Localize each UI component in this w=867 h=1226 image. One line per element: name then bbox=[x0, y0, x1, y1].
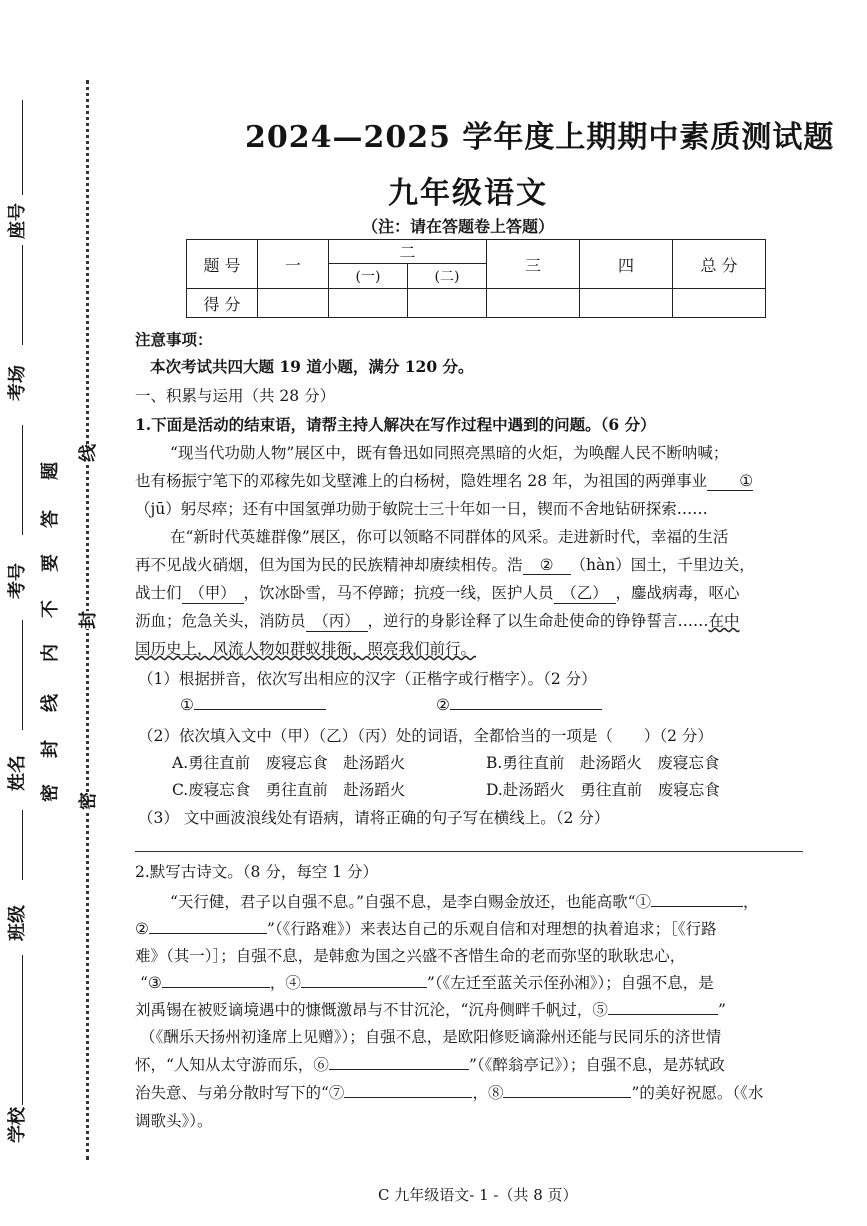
q2-text: ”（《行路难》）来表达自己的乐观自信和对理想的执着追求；［《行路 bbox=[266, 920, 717, 938]
q2-text: ，⑧ bbox=[472, 1084, 504, 1102]
blank-bing[interactable] bbox=[306, 609, 368, 632]
blank-2-label: ② bbox=[539, 556, 554, 574]
answer-2-blank[interactable] bbox=[450, 709, 602, 710]
score-sub-2: (二) bbox=[408, 264, 487, 289]
poem-blank-1[interactable] bbox=[651, 906, 743, 907]
q2-line1 bbox=[170, 890, 759, 912]
seal-char-4: 不 bbox=[40, 600, 61, 618]
blank-bing-label: （丙） bbox=[313, 612, 360, 630]
score-cell[interactable] bbox=[580, 289, 673, 318]
answer-note: （注：请在答题卷上答题） bbox=[362, 217, 555, 236]
q1-text: 再不见战火硝烟，但为国为民的民族精神却赓续相传。浩 bbox=[135, 556, 523, 574]
blank-yi[interactable] bbox=[554, 581, 616, 604]
school-label: 学校 bbox=[7, 1107, 28, 1143]
score-col-2: 二 bbox=[329, 240, 487, 264]
q2-text: ， bbox=[743, 893, 759, 911]
answer-1-blank[interactable] bbox=[194, 709, 326, 710]
q1-text: ，逆行的身影诠释了以生命赴使命的铮铮誓言…… bbox=[367, 612, 709, 630]
wavy-sentence-part2: 国历史上，风流人物如群蚁排衙，照亮我们前行。 bbox=[135, 640, 477, 658]
cut-line-char-2: 封 bbox=[74, 611, 100, 629]
seal-char-7: 封 bbox=[40, 740, 61, 758]
q2-text: “天行健，君子以自强不息。”自强不息，是李白赐金放还，也能高歌“① bbox=[170, 893, 652, 911]
score-col-total: 总 分 bbox=[673, 240, 766, 289]
q1-para1-line1: “现当代功勋人物”展区中，既有鲁迅如同照亮黑暗的火炬，为唤醒人民不断呐喊； bbox=[170, 444, 729, 462]
seal-char-8: 密 bbox=[40, 784, 61, 802]
question-2: 2.默写古诗文。（8 分，每空 1 分） bbox=[135, 863, 379, 881]
poem-blank-2[interactable] bbox=[149, 933, 267, 934]
section-heading: 一、积累与运用（共 28 分） bbox=[135, 387, 336, 405]
seal-char-5: 内 bbox=[40, 644, 61, 662]
q2-line2 bbox=[135, 917, 717, 939]
score-header-label: 题 号 bbox=[187, 240, 258, 289]
exam-no-label: 考号 bbox=[7, 563, 28, 599]
poem-blank-8[interactable] bbox=[503, 1097, 631, 1098]
binding-line-school bbox=[22, 955, 23, 1105]
poem-blank-3[interactable] bbox=[162, 987, 270, 988]
q2-line5 bbox=[135, 998, 726, 1020]
answer-line-2 bbox=[436, 696, 602, 714]
score-row-label: 得 分 bbox=[187, 289, 258, 318]
name-label: 姓名 bbox=[7, 755, 28, 791]
score-cell[interactable] bbox=[329, 289, 408, 318]
q1-para2-line4 bbox=[135, 609, 740, 632]
score-col-3: 三 bbox=[487, 240, 580, 289]
q2-text: 治失意、与弟分散时写下的“⑦ bbox=[135, 1084, 345, 1102]
binding-line-exam bbox=[22, 425, 23, 535]
option-a[interactable]: A.勇往直前 废寝忘食 赴汤蹈火 bbox=[172, 754, 406, 772]
blank-2[interactable] bbox=[523, 556, 571, 575]
answer-2-label: ② bbox=[436, 696, 450, 714]
q2-line6: （《酬乐天扬州初逢席上见赠》）；自强不息，是欧阳修贬谪滁州还能与民同乐的济世情 bbox=[140, 1028, 722, 1046]
answer-line-1 bbox=[180, 696, 326, 714]
q1-text: ，饮冰卧雪，马不停蹄；抗疫一线，医护人员 bbox=[243, 584, 554, 602]
exam-subtitle: 九年级语文 bbox=[388, 176, 548, 211]
binding-line-class bbox=[22, 810, 23, 880]
q1-text: 沥血；危急关头，消防员 bbox=[135, 612, 306, 630]
blank-yi-label: （乙） bbox=[561, 584, 608, 602]
q2-line3: 难》（其一）］；自强不息，是韩愈为国之兴盛不吝惜生命的老而弥坚的耿耿忠心， bbox=[135, 947, 686, 965]
notice-text: 本次考试共四大题 19 道小题，满分 120 分。 bbox=[150, 357, 474, 376]
seal-char-3: 要 bbox=[40, 554, 61, 572]
score-cell[interactable] bbox=[408, 289, 487, 318]
q2-text: ，④ bbox=[269, 974, 301, 992]
exam-title: 2024—2025 学年度上期期中素质测试题 bbox=[245, 120, 835, 155]
option-c[interactable]: C.废寝忘食 勇往直前 赴汤蹈火 bbox=[172, 781, 406, 799]
binding-line-room bbox=[22, 245, 23, 345]
sub-question-3: （3） 文中画波浪线处有语病，请将正确的句子写在横线上。（2 分） bbox=[138, 809, 610, 827]
seal-char-6: 线 bbox=[40, 694, 61, 712]
q2-text: ”的美好祝愿。（《水 bbox=[631, 1084, 764, 1102]
wavy-sentence-part1: 在中 bbox=[708, 612, 740, 630]
q2-text: “③ bbox=[140, 974, 162, 992]
answer-line-3[interactable] bbox=[135, 851, 803, 852]
seal-char-1: 题 bbox=[40, 462, 61, 480]
sub-question-2: （2）依次填入文中（甲）（乙）（丙）处的词语，全都恰当的一项是（ ）（2 分） bbox=[138, 727, 713, 745]
binding-line-seat bbox=[22, 100, 23, 195]
score-table bbox=[186, 239, 766, 318]
score-col-1: 一 bbox=[258, 240, 329, 289]
notice-heading: 注意事项： bbox=[135, 330, 213, 349]
answer-1-label: ① bbox=[180, 696, 194, 714]
cut-line-char-3: 密 bbox=[74, 792, 100, 810]
seat-label: 座号 bbox=[7, 203, 28, 239]
q2-line9: 调歌头》）。 bbox=[135, 1112, 213, 1130]
q1-para1-line2 bbox=[135, 469, 753, 491]
q2-text: ”（《醉翁亭记》）；自强不息，是苏轼政 bbox=[468, 1056, 725, 1074]
cut-line-char-1: 线 bbox=[74, 444, 100, 462]
blank-jia[interactable] bbox=[182, 581, 244, 604]
score-cell[interactable] bbox=[258, 289, 329, 318]
blank-1[interactable] bbox=[707, 472, 753, 491]
binding-line-name bbox=[22, 620, 23, 730]
page-footer: C 九年级语文- 1 -（共 8 页） bbox=[378, 1186, 578, 1204]
q2-text: ”（《左迁至蓝关示侄孙湘》）；自强不息，是 bbox=[426, 974, 714, 992]
score-cell[interactable] bbox=[673, 289, 766, 318]
blank-jia-label: （甲） bbox=[189, 584, 236, 602]
q2-text: 刘禹锡在被贬谪境遇中的慷慨激昂与不甘沉沦，“沉舟侧畔千帆过，⑤ bbox=[135, 1001, 608, 1019]
blank-1-label: ① bbox=[739, 472, 754, 490]
q1-para1-line3: （jū）躬尽瘁；还有中国氢弹功勋于敏院士三十年如一日，锲而不舍地钻研探索…… bbox=[135, 500, 708, 518]
poem-blank-7[interactable] bbox=[344, 1097, 472, 1098]
score-col-4: 四 bbox=[580, 240, 673, 289]
score-sub-1: (一) bbox=[329, 264, 408, 289]
q2-line8 bbox=[135, 1081, 763, 1103]
sub-question-1: （1）根据拼音，依次写出相应的汉字（正楷字或行楷字）。（2 分） bbox=[138, 670, 597, 688]
option-d[interactable]: D.赴汤蹈火 勇往直前 废寝忘食 bbox=[486, 781, 720, 799]
room-label: 考场 bbox=[7, 365, 28, 401]
q1-text: 也有杨振宁笔下的邓稼先如戈壁滩上的白杨树，隐姓埋名 28 年，为祖国的两弹事业 bbox=[135, 472, 708, 490]
q1-para2-line1: 在“新时代英雄群像”展区，你可以领略不同群体的风采。走进新时代，幸福的生活 bbox=[170, 528, 729, 546]
q1-text: 战士们 bbox=[135, 584, 182, 602]
option-b[interactable]: B.勇往直前 赴汤蹈火 废寝忘食 bbox=[486, 754, 720, 772]
q1-para2-line3 bbox=[135, 581, 740, 604]
class-label: 班级 bbox=[7, 905, 28, 941]
q1-text: （hàn）国土，千里边关， bbox=[570, 556, 755, 574]
q2-text: 怀，“人知从太守游而乐，⑥ bbox=[135, 1056, 329, 1074]
poem-blank-4[interactable] bbox=[301, 987, 427, 988]
q2-text: ② bbox=[135, 920, 149, 938]
q2-line7 bbox=[135, 1053, 725, 1075]
poem-blank-5[interactable] bbox=[608, 1014, 718, 1015]
q1-text: ，鏖战病毒，呕心 bbox=[615, 584, 740, 602]
score-cell[interactable] bbox=[487, 289, 580, 318]
seal-char-2: 答 bbox=[40, 510, 61, 528]
q1-para2-line2 bbox=[135, 553, 755, 575]
q2-line4 bbox=[140, 971, 714, 993]
question-1: 1.下面是活动的结束语，请帮主持人解决在写作过程中遇到的问题。（6 分） bbox=[135, 415, 656, 434]
poem-blank-6[interactable] bbox=[329, 1069, 469, 1070]
q2-text: ” bbox=[717, 1001, 726, 1019]
